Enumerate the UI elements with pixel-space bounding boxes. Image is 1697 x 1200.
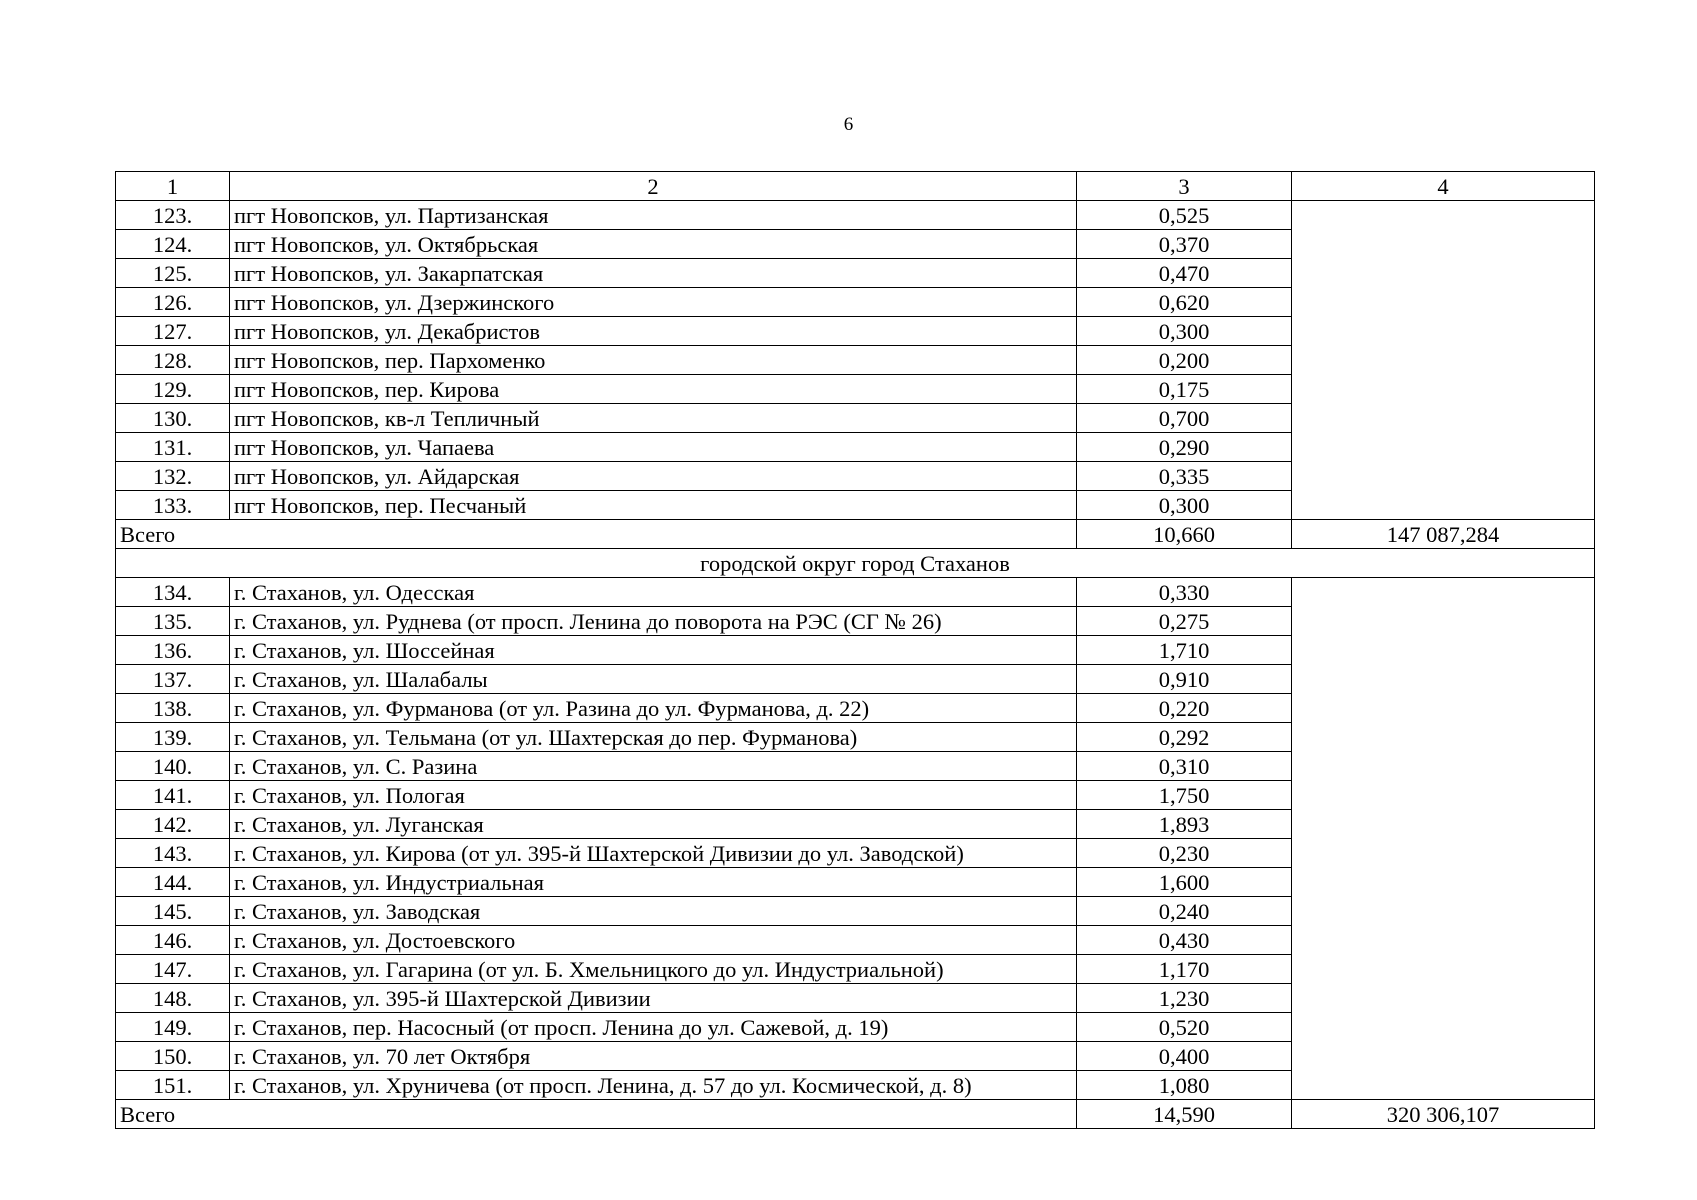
road-name: пгт Новопсков, ул. Айдарская — [230, 462, 1077, 491]
row-number: 133. — [116, 491, 230, 520]
road-name: пгт Новопсков, кв-л Тепличный — [230, 404, 1077, 433]
road-length: 0,300 — [1077, 491, 1292, 520]
road-name: г. Стаханов, ул. Одесская — [230, 578, 1077, 607]
row-number: 144. — [116, 868, 230, 897]
row-number: 125. — [116, 259, 230, 288]
row-number: 138. — [116, 694, 230, 723]
header-col-1: 1 — [116, 172, 230, 201]
road-name: г. Стаханов, ул. Хруничева (от просп. Ленина, д. 57 до ул. Космической, д. 8) — [230, 1071, 1077, 1100]
row-number: 143. — [116, 839, 230, 868]
road-length: 1,080 — [1077, 1071, 1292, 1100]
row-number: 128. — [116, 346, 230, 375]
row-number: 137. — [116, 665, 230, 694]
road-name: г. Стаханов, ул. Шоссейная — [230, 636, 1077, 665]
row-number: 127. — [116, 317, 230, 346]
row-number: 149. — [116, 1013, 230, 1042]
road-length: 0,200 — [1077, 346, 1292, 375]
header-row — [116, 172, 1595, 201]
road-length: 1,710 — [1077, 636, 1292, 665]
total-cost: 320 306,107 — [1292, 1100, 1595, 1129]
road-name: пгт Новопсков, ул. Дзержинского — [230, 288, 1077, 317]
row-number: 129. — [116, 375, 230, 404]
road-length: 0,525 — [1077, 201, 1292, 230]
road-length: 0,230 — [1077, 839, 1292, 868]
header-col-3: 3 — [1077, 172, 1292, 201]
section-title: городской округ город Стаханов — [116, 549, 1595, 578]
road-name: г. Стаханов, ул. Фурманова (от ул. Разина до ул. Фурманова, д. 22) — [230, 694, 1077, 723]
road-name: г. Стаханов, ул. Руднева (от просп. Ленина до поворота на РЭС (СГ № 26) — [230, 607, 1077, 636]
road-length: 0,910 — [1077, 665, 1292, 694]
road-length: 0,310 — [1077, 752, 1292, 781]
road-length: 1,750 — [1077, 781, 1292, 810]
road-name: г. Стаханов, ул. Достоевского — [230, 926, 1077, 955]
row-number: 142. — [116, 810, 230, 839]
header-col-2: 2 — [230, 172, 1077, 201]
row-number: 136. — [116, 636, 230, 665]
road-length: 1,600 — [1077, 868, 1292, 897]
cost-merged-cell — [1292, 201, 1595, 520]
total-label: Всего — [116, 1100, 1077, 1129]
road-length: 0,470 — [1077, 259, 1292, 288]
row-number: 146. — [116, 926, 230, 955]
road-name: пгт Новопсков, пер. Песчаный — [230, 491, 1077, 520]
row-number: 150. — [116, 1042, 230, 1071]
road-length: 1,230 — [1077, 984, 1292, 1013]
table-row — [116, 201, 1595, 230]
road-name: г. Стаханов, ул. Луганская — [230, 810, 1077, 839]
row-number: 130. — [116, 404, 230, 433]
road-length: 0,400 — [1077, 1042, 1292, 1071]
row-number: 148. — [116, 984, 230, 1013]
road-name: г. Стаханов, ул. Индустриальная — [230, 868, 1077, 897]
section-row — [116, 549, 1595, 578]
page-number: 6 — [843, 114, 854, 135]
road-length: 0,240 — [1077, 897, 1292, 926]
road-name: пгт Новопсков, пер. Кирова — [230, 375, 1077, 404]
row-number: 124. — [116, 230, 230, 259]
road-name: г. Стаханов, ул. Тельмана (от ул. Шахтерская до пер. Фурманова) — [230, 723, 1077, 752]
road-name: пгт Новопсков, ул. Партизанская — [230, 201, 1077, 230]
road-length: 0,300 — [1077, 317, 1292, 346]
road-name: г. Стаханов, ул. Пологая — [230, 781, 1077, 810]
road-name: пгт Новопсков, ул. Закарпатская — [230, 259, 1077, 288]
row-number: 141. — [116, 781, 230, 810]
cost-merged-cell — [1292, 578, 1595, 1100]
road-name: г. Стаханов, ул. Кирова (от ул. 395-й Шахтерской Дивизии до ул. Заводской) — [230, 839, 1077, 868]
road-length: 0,520 — [1077, 1013, 1292, 1042]
row-number: 135. — [116, 607, 230, 636]
road-length: 0,220 — [1077, 694, 1292, 723]
total-cost: 147 087,284 — [1292, 520, 1595, 549]
road-name: г. Стаханов, ул. 70 лет Октября — [230, 1042, 1077, 1071]
roads-table — [115, 171, 1595, 1129]
road-length: 1,170 — [1077, 955, 1292, 984]
total-row — [116, 1100, 1595, 1129]
road-name: г. Стаханов, ул. 395-й Шахтерской Дивизии — [230, 984, 1077, 1013]
row-number: 151. — [116, 1071, 230, 1100]
road-name: пгт Новопсков, ул. Декабристов — [230, 317, 1077, 346]
road-name: г. Стаханов, ул. Шалабалы — [230, 665, 1077, 694]
road-length: 0,290 — [1077, 433, 1292, 462]
road-length: 0,430 — [1077, 926, 1292, 955]
header-col-4: 4 — [1292, 172, 1595, 201]
row-number: 131. — [116, 433, 230, 462]
row-number: 123. — [116, 201, 230, 230]
road-name: г. Стаханов, ул. Гагарина (от ул. Б. Хмельницкого до ул. Индустриальной) — [230, 955, 1077, 984]
road-length: 0,700 — [1077, 404, 1292, 433]
road-name: г. Стаханов, пер. Насосный (от просп. Ленина до ул. Сажевой, д. 19) — [230, 1013, 1077, 1042]
road-length: 0,275 — [1077, 607, 1292, 636]
road-length: 0,292 — [1077, 723, 1292, 752]
road-name: пгт Новопсков, ул. Октябрьская — [230, 230, 1077, 259]
road-length: 0,175 — [1077, 375, 1292, 404]
total-length: 10,660 — [1077, 520, 1292, 549]
row-number: 139. — [116, 723, 230, 752]
road-name: г. Стаханов, ул. Заводская — [230, 897, 1077, 926]
row-number: 145. — [116, 897, 230, 926]
row-number: 134. — [116, 578, 230, 607]
road-length: 0,620 — [1077, 288, 1292, 317]
row-number: 140. — [116, 752, 230, 781]
row-number: 132. — [116, 462, 230, 491]
road-name: пгт Новопсков, ул. Чапаева — [230, 433, 1077, 462]
total-length: 14,590 — [1077, 1100, 1292, 1129]
road-length: 0,330 — [1077, 578, 1292, 607]
row-number: 147. — [116, 955, 230, 984]
road-length: 0,370 — [1077, 230, 1292, 259]
total-row — [116, 520, 1595, 549]
road-name: пгт Новопсков, пер. Пархоменко — [230, 346, 1077, 375]
road-length: 1,893 — [1077, 810, 1292, 839]
road-length: 0,335 — [1077, 462, 1292, 491]
row-number: 126. — [116, 288, 230, 317]
total-label: Всего — [116, 520, 1077, 549]
table-row — [116, 578, 1595, 607]
road-name: г. Стаханов, ул. С. Разина — [230, 752, 1077, 781]
